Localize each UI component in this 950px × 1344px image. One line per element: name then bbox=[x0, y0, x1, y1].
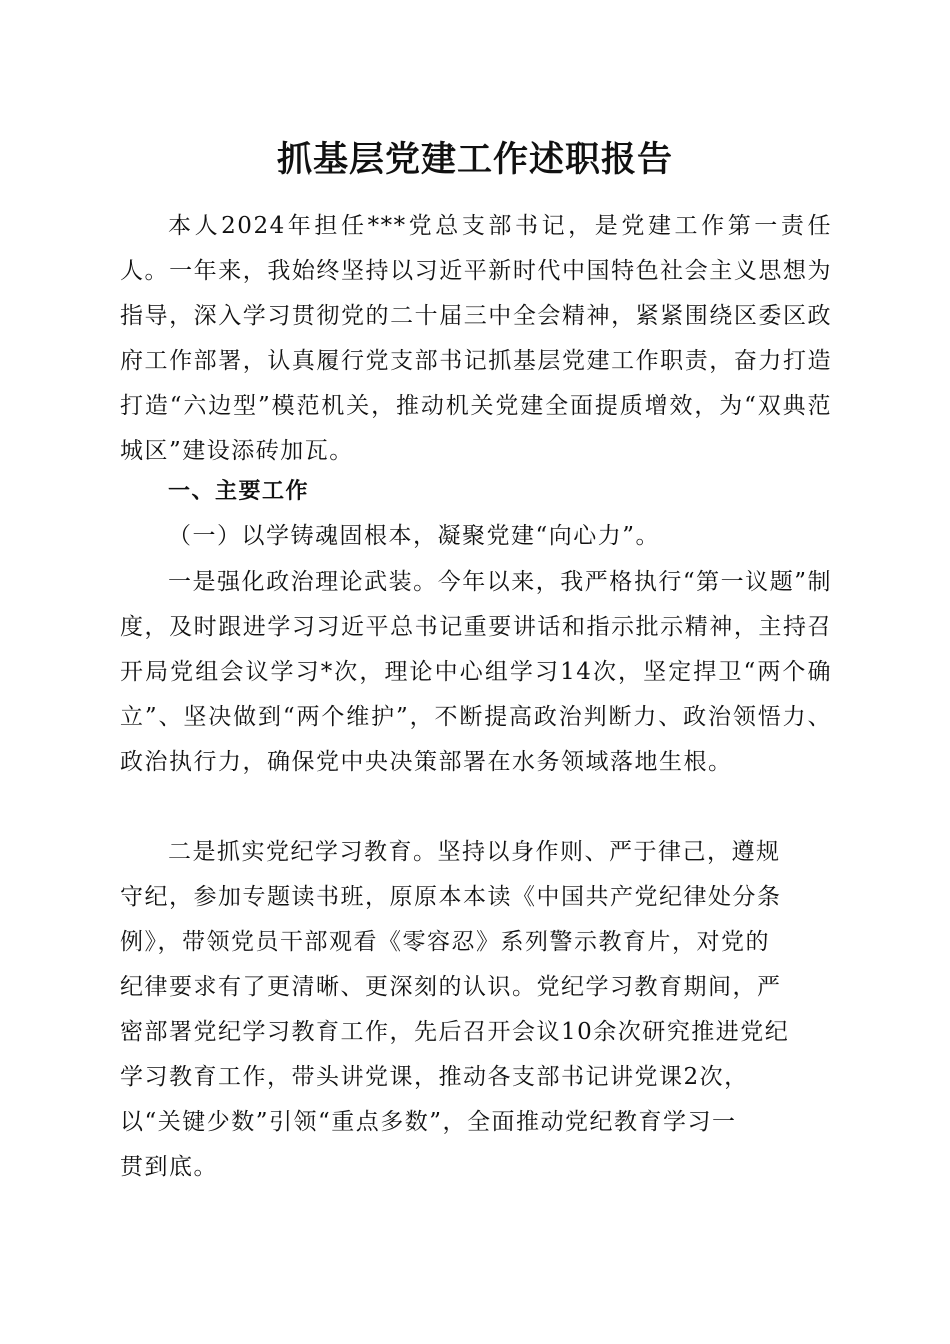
paragraph-theory bbox=[120, 560, 832, 785]
paragraph-line: 例》，带领党员干部观看《零容忍》系列警示教育片，对党的 bbox=[120, 929, 770, 955]
paragraph-line: 二是抓实党纪学习教育。坚持以身作则、严于律己，遵规 bbox=[168, 839, 781, 865]
subsection-heading: （一）以学铸魂固根本，凝聚党建“向心力”。 bbox=[168, 523, 661, 549]
paragraph-line: 纪律要求有了更清晰、更深刻的认识。党纪学习教育期间，严 bbox=[120, 974, 782, 1000]
paragraph-line: 密部署党纪学习教育工作，先后召开会议10余次研究推进党纪 bbox=[120, 1019, 790, 1045]
section-heading: 一、主要工作 bbox=[168, 479, 310, 504]
paragraph-line: 贯到底。 bbox=[120, 1154, 218, 1180]
intro-paragraph bbox=[120, 204, 832, 474]
paragraph-line: 守纪，参加专题读书班，原原本本读《中国共产党纪律处分条 bbox=[120, 884, 782, 910]
paragraph-discipline bbox=[120, 830, 832, 1190]
document-title: 抓基层党建工作述职报告 bbox=[276, 139, 673, 180]
paragraph-line: 学习教育工作，带头讲党课，推动各支部书记讲党课2次， bbox=[120, 1064, 749, 1090]
paragraph-line: 以“关键少数”引领“重点多数”，全面推动党纪教育学习一 bbox=[120, 1109, 737, 1135]
intro-text: 本人2024年担任***党总支部书记，是党建工作第一责任人。一年来，我始终坚持以习近平新时代中国特色社会主义思想为指导，深入学习贯彻党的二十届三中全会精神，紧紧围绕区委区政府工作部署，认真履行党支部书记抓基层党建工作职责，奋力打造打造“六边型”模范机关，推动机关党建全面提质增效，为“双典范城区”建设添砖加瓦。 bbox=[120, 213, 832, 464]
paragraph-theory-text: 一是强化政治理论武装。今年以来，我严格执行“第一议题”制度，及时跟进学习习近平总书记重要讲话和指示批示精神，主持召开局党组会议学习*次，理论中心组学习14次，坚定捍卫“两个确立”、坚决做到“两个维护”，不断提高政治判断力、政治领悟力、政治执行力，确保党中央决策部署在水务领域落地生根。 bbox=[120, 569, 832, 775]
